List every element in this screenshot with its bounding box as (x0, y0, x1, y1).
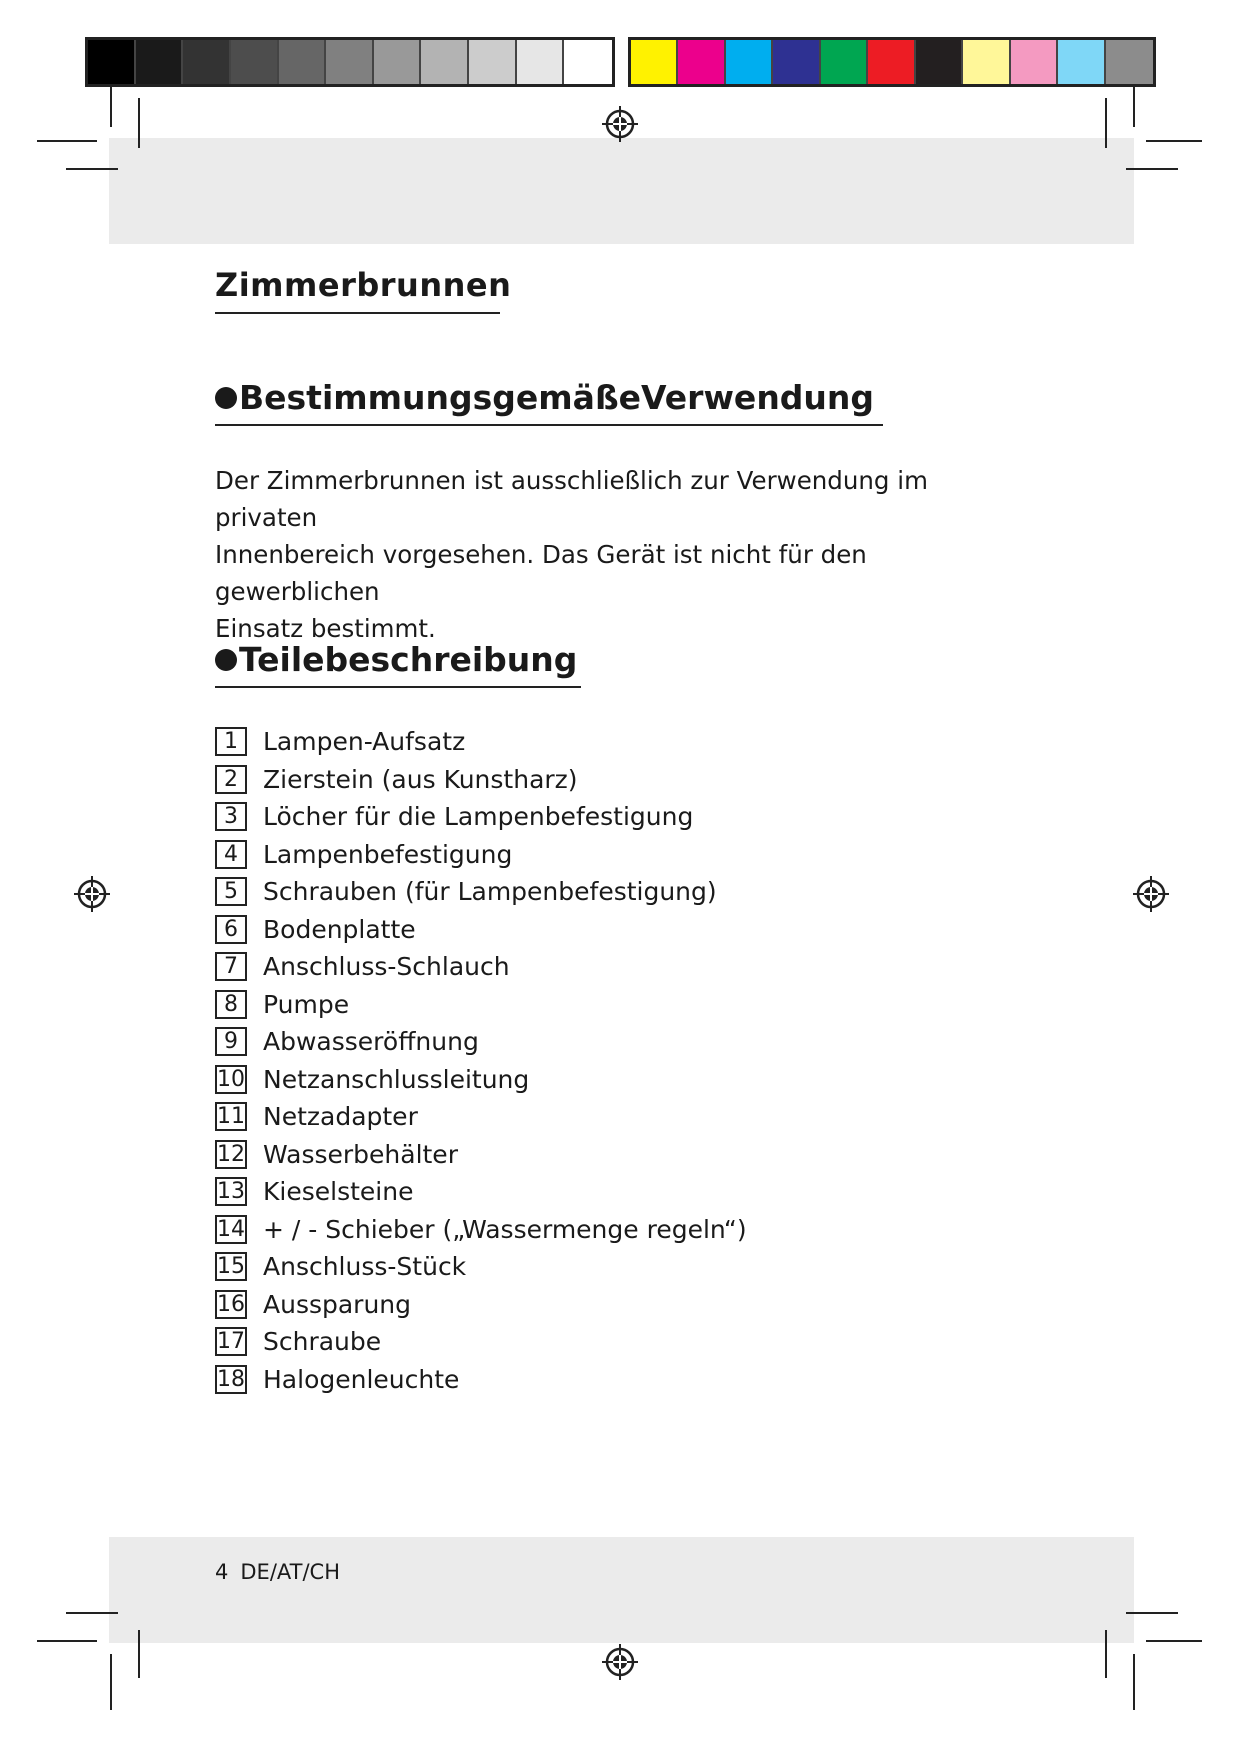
part-number-box: 14 (217, 1216, 245, 1242)
section-heading-text: Teilebeschreibung (239, 640, 578, 679)
header-band (109, 138, 1134, 244)
registration-mark-icon (72, 874, 112, 914)
part-number-box: 13 (217, 1179, 245, 1205)
part-number-box: 3 (215, 802, 247, 831)
color-swatch (564, 40, 612, 84)
crop-mark (1126, 1612, 1178, 1614)
color-swatch (183, 40, 231, 84)
parts-list (215, 723, 747, 1398)
locale-label: DE/AT/CH (240, 1560, 340, 1584)
part-label: Anschluss-Schlauch (263, 952, 510, 982)
color-swatch (773, 40, 820, 84)
crop-mark (37, 140, 97, 142)
part-number-box: 16 (217, 1291, 245, 1317)
paragraph-line: Der Zimmerbrunnen ist ausschließlich zur Verwendung im privaten (215, 466, 928, 532)
list-item (215, 1173, 747, 1211)
list-item (215, 873, 747, 911)
color-swatch (1011, 40, 1058, 84)
crop-mark (1133, 87, 1135, 127)
crop-mark (138, 1630, 140, 1678)
bullet-icon (215, 649, 237, 671)
part-label: Lampenbefestigung (263, 839, 513, 869)
color-swatch (469, 40, 517, 84)
part-number-box: 17 (217, 1329, 245, 1355)
list-item (215, 1061, 747, 1099)
part-label: Aussparung (263, 1289, 412, 1319)
color-swatch (136, 40, 184, 84)
registration-mark-icon (600, 1642, 640, 1682)
part-label: Löcher für die Lampenbefestigung (263, 802, 694, 832)
part-number-box: 7 (215, 952, 247, 981)
color-swatch (916, 40, 963, 84)
registration-mark-icon (1131, 874, 1171, 914)
page-title: Zimmerbrunnen (215, 266, 512, 304)
part-number-box: 5 (215, 877, 247, 906)
section-heading-text: BestimmungsgemäßeVerwendung (239, 378, 875, 417)
list-item (215, 1248, 747, 1286)
bullet-icon (215, 387, 237, 409)
part-label: Abwasseröffnung (263, 1027, 479, 1057)
crop-mark (1146, 1640, 1202, 1642)
crop-mark (110, 87, 112, 127)
list-item (215, 761, 747, 799)
part-label: Bodenplatte (263, 914, 416, 944)
list-item (215, 986, 747, 1024)
list-item (215, 1211, 747, 1249)
list-item (215, 948, 747, 986)
crop-mark (1105, 98, 1107, 148)
part-label: Lampen-Aufsatz (263, 727, 466, 757)
part-label: Pumpe (263, 989, 350, 1019)
color-swatch (821, 40, 868, 84)
color-swatch (374, 40, 422, 84)
title-underline (215, 312, 500, 314)
part-label: + / - Schieber („Wassermenge regeln“) (263, 1214, 747, 1244)
footer-band (109, 1537, 1134, 1643)
crop-mark (1133, 1654, 1135, 1710)
color-swatch (726, 40, 773, 84)
registration-mark-icon (600, 104, 640, 144)
section-underline (215, 424, 883, 426)
part-number-box: 18 (217, 1366, 245, 1392)
part-number-box: 11 (217, 1104, 245, 1130)
crop-mark (1146, 140, 1202, 142)
part-number-box: 12 (217, 1141, 245, 1167)
color-swatch (631, 40, 678, 84)
color-swatch (868, 40, 915, 84)
list-item (215, 1361, 747, 1399)
part-label: Schrauben (für Lampenbefestigung) (263, 877, 717, 907)
list-item (215, 836, 747, 874)
part-number-box: 15 (217, 1254, 245, 1280)
part-label: Wasserbehälter (263, 1139, 458, 1169)
list-item (215, 1323, 747, 1361)
crop-mark (110, 1654, 112, 1710)
part-number-box: 4 (215, 840, 247, 869)
part-number-box: 9 (215, 1027, 247, 1056)
section-heading-parts (215, 640, 577, 679)
color-swatch (279, 40, 327, 84)
part-label: Netzadapter (263, 1102, 418, 1132)
list-item (215, 1136, 747, 1174)
crop-mark (1126, 168, 1178, 170)
process-color-bar (628, 37, 1156, 87)
intended-use-paragraph (215, 462, 1035, 647)
paragraph-line: Einsatz bestimmt. (215, 614, 436, 643)
part-label: Halogenleuchte (263, 1364, 460, 1394)
color-swatch (88, 40, 136, 84)
part-number-box: 6 (215, 915, 247, 944)
color-swatch (231, 40, 279, 84)
part-label: Kieselsteine (263, 1177, 414, 1207)
color-swatch (963, 40, 1010, 84)
list-item (215, 1098, 747, 1136)
list-item (215, 911, 747, 949)
paragraph-line: Innenbereich vorgesehen. Das Gerät ist nicht für den gewerblichen (215, 540, 867, 606)
list-item (215, 798, 747, 836)
crop-mark (66, 168, 118, 170)
part-number-box: 8 (215, 990, 247, 1019)
color-swatch (326, 40, 374, 84)
page-number: 4 (215, 1560, 229, 1584)
page-footer (215, 1560, 340, 1584)
section-underline (215, 686, 581, 688)
part-label: Netzanschlussleitung (263, 1064, 530, 1094)
color-swatch (678, 40, 725, 84)
crop-mark (138, 98, 140, 148)
crop-mark (66, 1612, 118, 1614)
crop-mark (37, 1640, 97, 1642)
part-label: Zierstein (aus Kunstharz) (263, 764, 578, 794)
color-swatch (1106, 40, 1153, 84)
list-item (215, 1286, 747, 1324)
part-label: Anschluss-Stück (263, 1252, 467, 1282)
color-swatch (421, 40, 469, 84)
part-label: Schraube (263, 1327, 382, 1357)
part-number-box: 1 (215, 727, 247, 756)
part-number-box: 2 (215, 765, 247, 794)
color-swatch (517, 40, 565, 84)
list-item (215, 723, 747, 761)
color-swatch (1058, 40, 1105, 84)
crop-mark (1105, 1630, 1107, 1678)
grayscale-color-bar (85, 37, 615, 87)
list-item (215, 1023, 747, 1061)
part-number-box: 10 (217, 1066, 245, 1092)
section-heading-intended-use (215, 378, 874, 417)
